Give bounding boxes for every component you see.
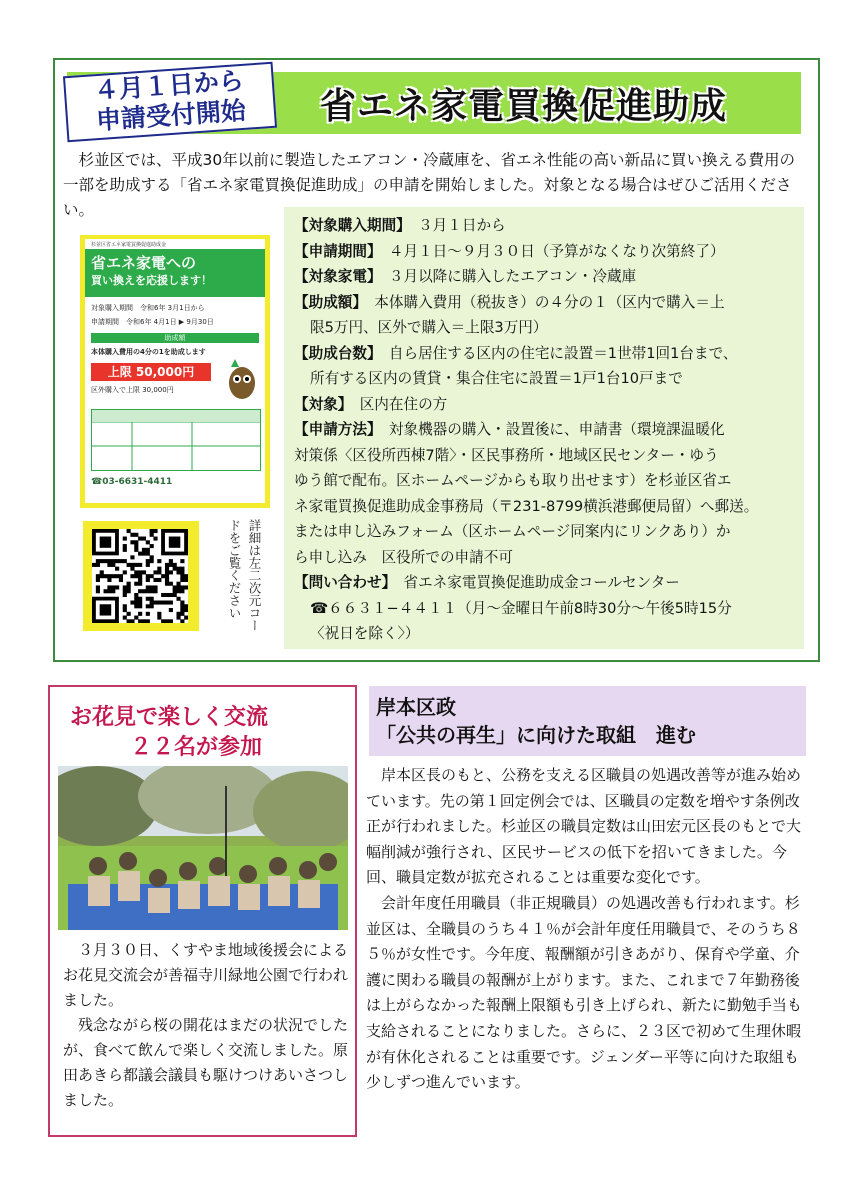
hanami-paragraph2: 残念ながら桜の開花はまだの状況でしたが、食べて飲んで楽しく交流しました。原田あきら都議会議員も駆けつけあいさつしました。 [63, 1016, 349, 1109]
flyer-row-apply: 申請期間 令和6年 4月1日 ▶ 9月30日 [91, 318, 214, 326]
qr-note: 詳細は左二次元コードをご覧ください [227, 519, 262, 632]
detail-value: ゆう館で配布。区ホームページからも取り出せます）を杉並区省エ [294, 472, 732, 489]
badge-line2: 申請受付開始 [95, 95, 247, 136]
flyer-title2: 買い換えを応援します！ [91, 274, 212, 287]
flyer-table [91, 409, 261, 471]
flyer-title-block [85, 249, 265, 297]
qr-code-icon[interactable] [92, 529, 188, 623]
detail-value: 対象機器の購入・設置後に、申請書（環境課温暖化 [388, 421, 725, 438]
detail-value: 区内在住の方 [359, 395, 448, 413]
detail-value: ら申し込み 区役所での申請不可 [294, 548, 513, 566]
badge-line1: ４月１日から [93, 65, 245, 106]
detail-value: 本体購入費用（税抜き）の４分の１（区内で購入＝上 [374, 293, 725, 311]
subsidy-title: 省エネ家電買換促進助成 [320, 86, 728, 127]
kishi-paragraph2: 会計年度任用職員（非正規職員）の処遇改善も行われます。杉並区は、全職員のうち４１％が会計年度任用職員で、そのうち８５％が女性です。今年度、報酬額が引きあがり、保育や学童、介護に関わる職員の報酬が上がります。また、これまで７年勤務後は上がらなかった報酬上限額も引き上げられ、新たに勤勉手当も支給されることになりました。さらに、２３区で初めて生理休暇が有休化されることは重要です。ジェンダー平等に向けた取組も少しずつ進んでいます。 [366, 893, 802, 1092]
subsidy-intro: 杉並区では、平成30年以前に製造したエアコン・冷蔵庫を、省エネ性能の高い新品に買い換える費用の一部を助成する「省エネ家電買換促進助成」の申請を開始しました。対象となる場合はぜひご活用ください。 [63, 151, 795, 219]
detail-line [284, 417, 804, 443]
qr-code-frame [83, 521, 199, 631]
kishi-title-line2: 「公共の再生」に向けた取組 進む [376, 723, 696, 747]
hanami-title-line1: お花見で楽しく交流 [70, 705, 269, 730]
detail-line [284, 621, 804, 647]
subsidy-details [284, 207, 804, 649]
detail-key: 【対象】 [294, 395, 346, 413]
detail-line [284, 443, 804, 469]
detail-line [284, 290, 804, 316]
subsidy-flyer-image [80, 235, 270, 508]
detail-line [284, 213, 804, 239]
flyer-row-outside: 区外購入で上限 30,000円 [91, 386, 174, 394]
flyer-row-amount-head: 助成額 [91, 333, 259, 343]
detail-key: 【対象家電】 [294, 268, 375, 285]
detail-value: ４月１日～９月３０日（予算がなくなり次第終了） [388, 242, 725, 260]
flyer-amount: 上限 50,000円 [91, 363, 211, 381]
detail-value: ☎６６３１−４４１１（月～金曜日午前8時30分～午後5時15分 [310, 599, 732, 617]
detail-line [284, 366, 804, 392]
detail-key: 【申請期間】 [294, 242, 375, 260]
detail-value: 省エネ家電買換促進助成金コールセンター [403, 574, 680, 591]
mascot-icon [225, 357, 259, 401]
detail-value: 〈祝日を除く〉） [310, 625, 420, 642]
detail-key: 【対象購入期間】 [294, 217, 404, 234]
flyer-title1: 省エネ家電への [91, 254, 197, 272]
hanami-paragraph1: ３月３０日、くすやま地域後援会によるお花見交流会が善福寺川緑地公園で行われました。 [63, 941, 349, 1009]
detail-key: 【助成台数】 [294, 344, 375, 362]
hanami-title-line2: ２２名が参加 [130, 735, 263, 760]
detail-line [284, 264, 804, 290]
hanami-body [63, 938, 348, 1113]
detail-value: または申し込みフォーム（区ホームページ同案内にリンクあり）か [294, 523, 731, 540]
flyer-row-purchase: 対象購入期間 令和6年 3月1日から [91, 304, 205, 312]
detail-line [284, 519, 804, 545]
detail-line [284, 570, 804, 596]
detail-value: 自ら居住する区内の住宅に設置＝1世帯1回1台まで、 [388, 344, 738, 362]
detail-line [284, 341, 804, 367]
kishi-title-line1: 岸本区政 [376, 695, 456, 719]
detail-value: 対策係〈区役所西棟7階〉・区民事務所・地域区民センター・ゆう [294, 446, 719, 464]
detail-value: ３月以降に購入したエアコン・冷蔵庫 [388, 268, 637, 285]
kishi-body [366, 763, 811, 1096]
detail-value: 限5万円、区外で購入＝上限3万円） [310, 319, 548, 336]
hanami-photo [58, 766, 348, 930]
detail-key: 【助成額】 [294, 293, 360, 311]
detail-line [284, 239, 804, 265]
detail-key: 【問い合わせ】 [294, 574, 389, 591]
detail-value: ネ家電買換促進助成金事務局（〒231-8799横浜港郵便局留）へ郵送。 [294, 497, 759, 515]
detail-value: ３月１日から [418, 217, 506, 234]
detail-line [284, 494, 804, 520]
detail-value: 所有する区内の賃貸・集合住宅に設置＝1戸1台10戸まで [310, 370, 683, 387]
detail-line [284, 468, 804, 494]
detail-key: 【申請方法】 [294, 421, 375, 438]
detail-line [284, 545, 804, 571]
flyer-row-rate: 本体購入費用の4分の1を助成します [91, 348, 206, 356]
flyer-header-text: 杉並区省エネ家電買換促進助成金 [91, 242, 167, 248]
detail-line [284, 315, 804, 341]
kishi-paragraph1: 岸本区長のもと、公務を支える区職員の処遇改善等が進み始めています。先の第１回定例会では、区職員の定数を増やす条例改正が行われました。杉並区の職員定数は山田宏元区長のもとで大幅削減が強行され、区民サービスの低下を招いてきました。今回、職員定数が拡充されることは重要な変化です。 [366, 766, 802, 887]
detail-line [284, 596, 804, 622]
detail-line [284, 392, 804, 418]
flyer-phone: ☎03-6631-4411 [91, 477, 173, 487]
